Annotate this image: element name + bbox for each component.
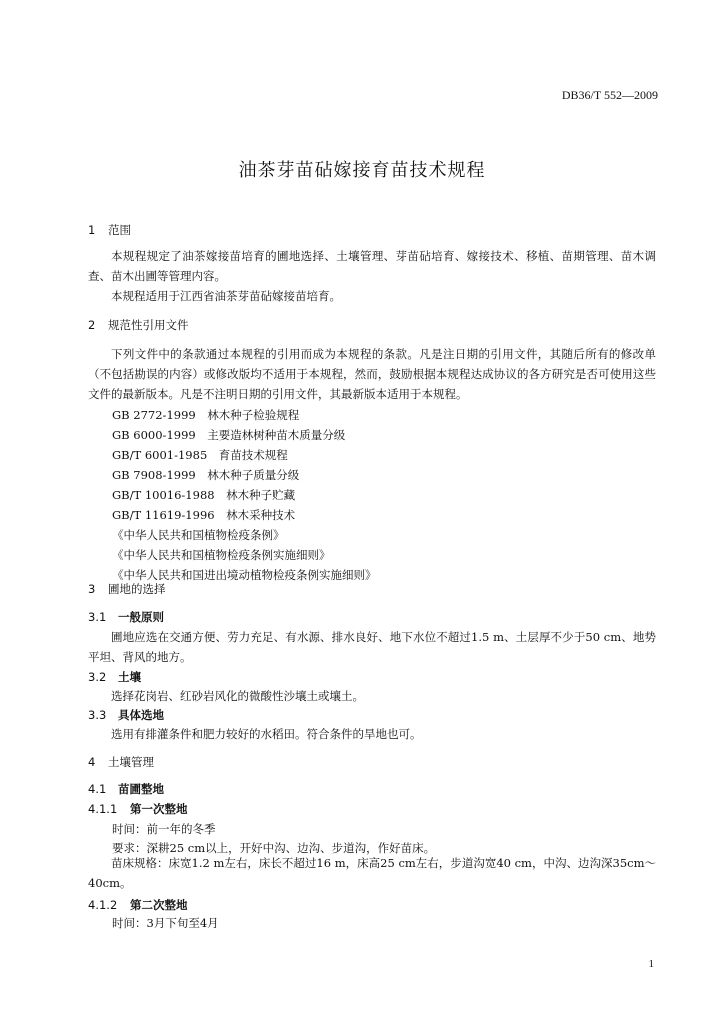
section-number: 4.1.1 — [88, 802, 118, 816]
section-title: 土壤管理 — [108, 755, 154, 769]
reference-item: GB 2772-1999 林木种子检验规程 — [112, 408, 300, 422]
text-line: 要求：深耕25 cm以上，开好中沟、边沟、步道沟，作好苗床。 — [112, 841, 436, 855]
section-1-heading — [88, 222, 131, 238]
section-number: 4.1 — [88, 782, 107, 796]
section-3-heading — [88, 581, 166, 597]
section-title: 第一次整地 — [130, 802, 188, 816]
section-3-2-paragraph: 选择花岗岩、红砂岩风化的微酸性沙壤土或壤土。 — [111, 689, 364, 703]
section-2-heading — [88, 317, 189, 333]
section-4-1-2-heading — [88, 897, 188, 913]
section-number: 3 — [88, 582, 96, 596]
section-4-1-1-heading — [88, 801, 188, 817]
section-title: 具体选地 — [118, 708, 164, 722]
text-line: 时间：3月下旬至4月 — [112, 916, 219, 930]
reference-item: GB 6000-1999 主要造林树种苗木质量分级 — [112, 428, 346, 442]
section-number: 2 — [88, 318, 96, 332]
section-title: 规范性引用文件 — [108, 318, 189, 332]
reference-item: 《中华人民共和国进出境动植物检疫条例实施细则》 — [112, 568, 377, 582]
section-1-paragraph-1: 本规程规定了油茶嫁接苗培育的圃地选择、土壤管理、芽苗砧培育、嫁接技术、移植、苗期管理、苗木调查、苗木出圃等管理内容。 — [88, 249, 656, 283]
document-title: 油茶芽苗砧嫁接育苗技术规程 — [238, 160, 486, 181]
section-1-paragraph-2: 本规程适用于江西省油茶芽苗砧嫁接苗培育。 — [111, 289, 341, 303]
section-title: 一般原则 — [118, 610, 164, 624]
section-number: 3.3 — [88, 708, 107, 722]
section-number: 4 — [88, 755, 96, 769]
text-paragraph: 苗床规格：床宽1.2 m左右，床长不超过16 m，床高25 cm左右，步道沟宽40 cm，中沟、边沟深35cm～40cm。 — [88, 856, 656, 890]
reference-item: GB/T 6001-1985 育苗技术规程 — [112, 448, 288, 462]
reference-item: GB 7908-1999 林木种子质量分级 — [112, 468, 300, 482]
section-title: 范围 — [108, 223, 131, 237]
section-4-heading — [88, 754, 154, 770]
section-2-paragraph-1: 下列文件中的条款通过本规程的引用而成为本规程的条款。凡是注日期的引用文件，其随后所有的修改单（不包括勘误的内容）或修改版均不适用于本规程，然而，鼓励根据本规程达成协议的各方研究是否可使用这些文件的最新版本。凡是不注明日期的引用文件，其最新版本适用于本规程。 — [88, 347, 656, 401]
section-3-3-paragraph: 选用有排灌条件和肥力较好的水稻田。符合条件的旱地也可。 — [111, 727, 422, 741]
standard-number: DB36/T 552—2009 — [561, 88, 658, 102]
section-4-1-heading — [88, 781, 164, 797]
section-3-1-heading — [88, 609, 164, 625]
section-title: 苗圃整地 — [118, 782, 164, 796]
reference-item: GB/T 10016-1988 林木种子贮藏 — [112, 488, 296, 502]
section-title: 第二次整地 — [130, 898, 188, 912]
text-line: 时间：前一年的冬季 — [112, 822, 216, 836]
section-3-3-heading — [88, 707, 164, 723]
section-number: 4.1.2 — [88, 898, 118, 912]
reference-item: 《中华人民共和国植物检疫条例》 — [112, 528, 285, 542]
section-title: 土壤 — [118, 670, 141, 684]
reference-item: 《中华人民共和国植物检疫条例实施细则》 — [112, 548, 331, 562]
section-title: 圃地的选择 — [108, 582, 166, 596]
section-number: 1 — [88, 223, 96, 237]
section-number: 3.1 — [88, 610, 107, 624]
section-number: 3.2 — [88, 670, 107, 684]
page-number: 1 — [648, 958, 654, 970]
section-3-2-heading — [88, 669, 141, 685]
section-3-1-paragraph: 圃地应选在交通方便、劳力充足、有水源、排水良好、地下水位不超过1.5 m、土层厚不少于50 cm、地势平坦、背风的地方。 — [88, 630, 656, 664]
reference-item: GB/T 11619-1996 林木采种技术 — [112, 508, 296, 522]
